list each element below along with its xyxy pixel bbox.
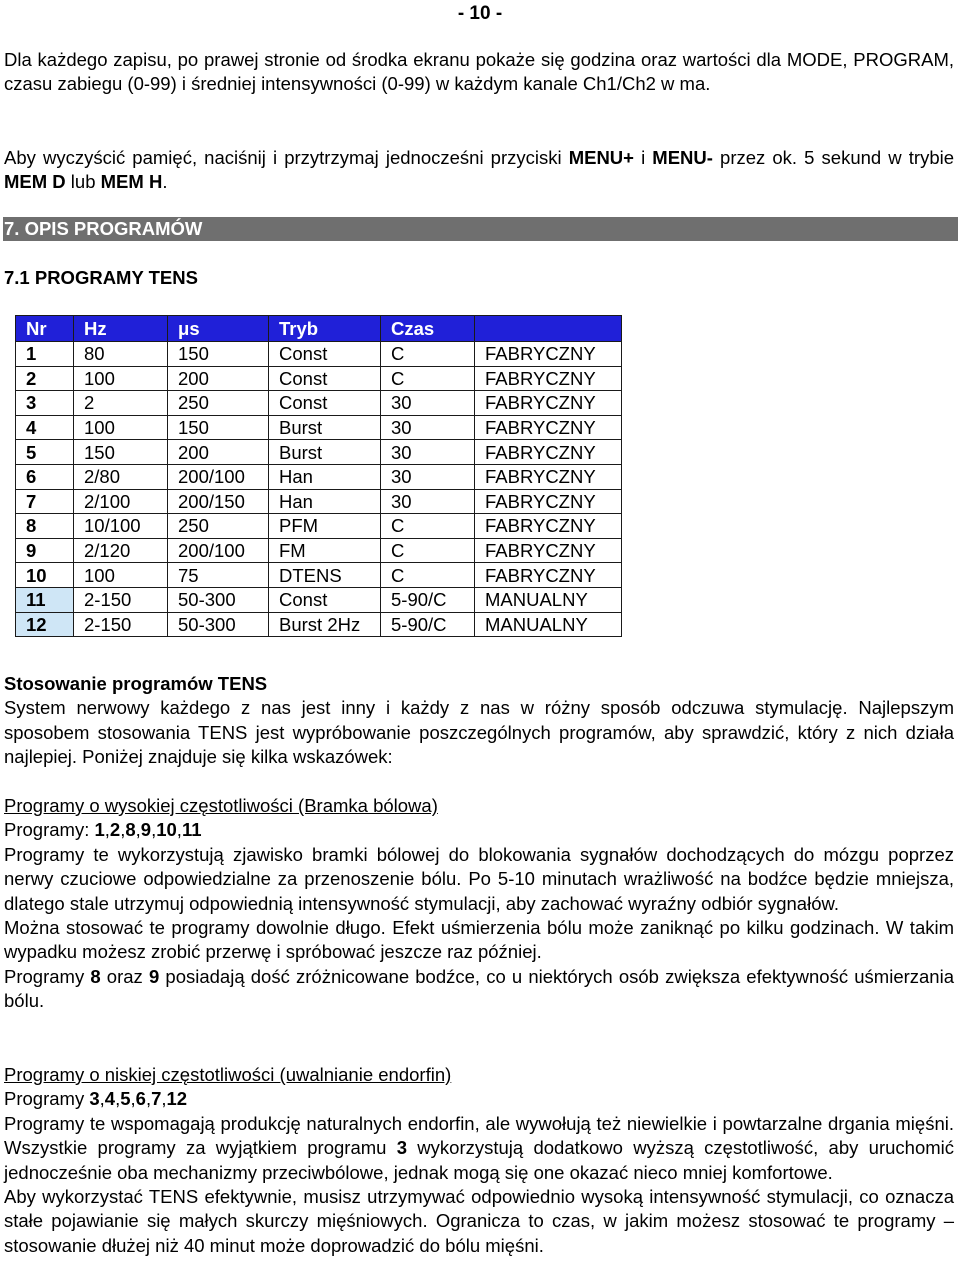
cell-tryb: Const: [269, 391, 381, 416]
table-row: [16, 514, 622, 539]
cell-type: FABRYCZNY: [475, 563, 622, 588]
cell-tryb: Burst 2Hz: [269, 612, 381, 637]
cell-us: 150: [168, 415, 269, 440]
programs-table: [15, 315, 622, 637]
cell-czas: 30: [381, 464, 475, 489]
header-tryb: Tryb: [269, 316, 381, 342]
cell-type: FABRYCZNY: [475, 391, 622, 416]
table-row: [16, 391, 622, 416]
usage-text: System nerwowy każdego z nas jest inny i każdy z nas w różny sposób odczuwa stymulację. Najlepszym sposobem stosowania TENS jest wypróbowanie poszczególnych programów, aby sprawdzić, który z nich działa najlepiej. Poniżej znajduje się kilka wskazówek:: [4, 697, 954, 768]
cell-nr: 2: [16, 366, 74, 391]
table-row: [16, 366, 622, 391]
cell-nr: 10: [16, 563, 74, 588]
high-frequency-section: [4, 794, 954, 1014]
cell-type: FABRYCZNY: [475, 538, 622, 563]
low-frequency-section: [4, 1063, 954, 1258]
cell-czas: C: [381, 514, 475, 539]
cell-us: 200: [168, 366, 269, 391]
cell-hz: 80: [74, 342, 168, 367]
cell-tryb: PFM: [269, 514, 381, 539]
cell-tryb: Const: [269, 587, 381, 612]
cell-us: 200/100: [168, 464, 269, 489]
cell-tryb: Han: [269, 489, 381, 514]
cell-us: 150: [168, 342, 269, 367]
cell-us: 75: [168, 563, 269, 588]
low-frequency-heading: Programy o niskiej częstotliwości (uwalnianie endorfin): [4, 1064, 452, 1085]
table-row: [16, 612, 622, 637]
cell-hz: 2/80: [74, 464, 168, 489]
cell-hz: 2/120: [74, 538, 168, 563]
cell-czas: 5-90/C: [381, 612, 475, 637]
cell-hz: 100: [74, 563, 168, 588]
cell-czas: 30: [381, 440, 475, 465]
high-frequency-paragraph-1: Programy te wykorzystują zjawisko bramki bólowej do blokowania sygnałów dochodzących do mózgu poprzez nerwy czuciowe odpowiedzialne za przenoszenie bólu. Po 5-10 minutach wrażliwość na bodźce będzie mniejsza, dlatego stale utrzymuj odpowiednią intensywność stymulacji, aby zachować wyraźny odbiór sygnałów.: [4, 843, 954, 914]
intro-paragraph-1: Dla każdego zapisu, po prawej stronie od środka ekranu pokaże się godzina oraz wartości dla MODE, PROGRAM, czasu zabiegu (0-99) i średniej intensywności (0-99) w każdym kanale Ch1/Ch2 w ma.: [4, 49, 954, 95]
low-frequency-paragraph-1: Programy te wspomagają produkcję naturalnych endorfin, ale wywołują też niewielkie i powtarzalne drgania mięśni. Wszystkie programy za wyjątkiem programu 3 wykorzystują dodatkowo wyższą częstotliwość, aby uruchomić jednocześnie oba mechanizmy przeciwbólowe, jednak mogą się one okazać nieco mniej komfortowe.: [4, 1112, 954, 1183]
table-row: [16, 440, 622, 465]
high-frequency-program-list: Programy: 1,2,8,9,10,11: [4, 819, 202, 841]
cell-nr: 1: [16, 342, 74, 367]
table-row: [16, 538, 622, 563]
cell-nr: 4: [16, 415, 74, 440]
header-nr: Nr: [16, 316, 74, 342]
cell-hz: 150: [74, 440, 168, 465]
cell-czas: 30: [381, 489, 475, 514]
header-type: [475, 316, 622, 342]
table-header-row: [16, 316, 622, 342]
cell-type: FABRYCZNY: [475, 464, 622, 489]
cell-czas: C: [381, 366, 475, 391]
cell-tryb: Han: [269, 464, 381, 489]
header-czas: Czas: [381, 316, 475, 342]
cell-nr: 5: [16, 440, 74, 465]
cell-type: FABRYCZNY: [475, 440, 622, 465]
cell-us: 200/150: [168, 489, 269, 514]
header-us: μs: [168, 316, 269, 342]
cell-hz: 10/100: [74, 514, 168, 539]
cell-nr: 12: [16, 612, 74, 637]
cell-type: FABRYCZNY: [475, 514, 622, 539]
table-row: [16, 489, 622, 514]
cell-type: FABRYCZNY: [475, 489, 622, 514]
cell-hz: 100: [74, 415, 168, 440]
cell-nr: 3: [16, 391, 74, 416]
table-row: [16, 563, 622, 588]
cell-czas: C: [381, 342, 475, 367]
cell-us: 200/100: [168, 538, 269, 563]
table-row: [16, 587, 622, 612]
header-hz: Hz: [74, 316, 168, 342]
cell-hz: 2/100: [74, 489, 168, 514]
cell-us: 200: [168, 440, 269, 465]
cell-tryb: DTENS: [269, 563, 381, 588]
intro-paragraph-2: Aby wyczyścić pamięć, naciśnij i przytrzymaj jednocześni przyciski MENU+ i MENU- przez ok. 5 sekund w trybie MEM D lub MEM H.: [4, 147, 955, 193]
cell-nr: 11: [16, 587, 74, 612]
table-row: [16, 464, 622, 489]
cell-type: FABRYCZNY: [475, 415, 622, 440]
low-frequency-paragraph-2: Aby wykorzystać TENS efektywnie, musisz utrzymywać odpowiednio wysoką intensywność stymulacji, co oznacza stałe pojawianie się małych skurczy mięśniowych. Ogranicza to czas, w jakim możesz stosować te programy – stosowanie dłużej niż 40 minut może doprowadzić do bólu mięśni.: [4, 1186, 954, 1256]
cell-nr: 7: [16, 489, 74, 514]
cell-czas: 5-90/C: [381, 587, 475, 612]
cell-czas: C: [381, 563, 475, 588]
cell-us: 250: [168, 391, 269, 416]
high-frequency-heading: Programy o wysokiej częstotliwości (Bramka bólowa): [4, 795, 438, 816]
cell-tryb: Const: [269, 366, 381, 391]
cell-nr: 8: [16, 514, 74, 539]
cell-tryb: Const: [269, 342, 381, 367]
cell-hz: 2: [74, 391, 168, 416]
table-row: [16, 415, 622, 440]
cell-type: MANUALNY: [475, 587, 622, 612]
cell-us: 50-300: [168, 612, 269, 637]
low-frequency-program-list: Programy 3,4,5,6,7,12: [4, 1088, 188, 1110]
cell-tryb: FM: [269, 538, 381, 563]
cell-type: FABRYCZNY: [475, 342, 622, 367]
cell-hz: 2-150: [74, 612, 168, 637]
subsection-heading: 7.1 PROGRAMY TENS: [4, 267, 198, 288]
cell-type: FABRYCZNY: [475, 366, 622, 391]
cell-czas: 30: [381, 391, 475, 416]
table-row: [16, 342, 622, 367]
cell-nr: 6: [16, 464, 74, 489]
cell-tryb: Burst: [269, 440, 381, 465]
cell-tryb: Burst: [269, 415, 381, 440]
cell-type: MANUALNY: [475, 612, 622, 637]
high-frequency-paragraph-2: Można stosować te programy dowolnie długo. Efekt uśmierzenia bólu może zaniknąć po kilku godzinach. W takim wypadku możesz zrobić przerwę i spróbować jeszcze raz później.: [4, 917, 954, 963]
cell-us: 50-300: [168, 587, 269, 612]
page-number: - 10 -: [457, 3, 503, 24]
section-heading: 7. OPIS PROGRAMÓW: [3, 217, 958, 241]
cell-czas: C: [381, 538, 475, 563]
cell-hz: 100: [74, 366, 168, 391]
usage-heading: Stosowanie programów TENS: [4, 673, 268, 694]
cell-nr: 9: [16, 538, 74, 563]
cell-us: 250: [168, 514, 269, 539]
cell-czas: 30: [381, 415, 475, 440]
high-frequency-paragraph-3: Programy 8 oraz 9 posiadają dość zróżnicowane bodźce, co u niektórych osób zwiększa efektywność uśmierzania bólu.: [4, 965, 954, 1012]
usage-section: [4, 672, 954, 770]
cell-hz: 2-150: [74, 587, 168, 612]
